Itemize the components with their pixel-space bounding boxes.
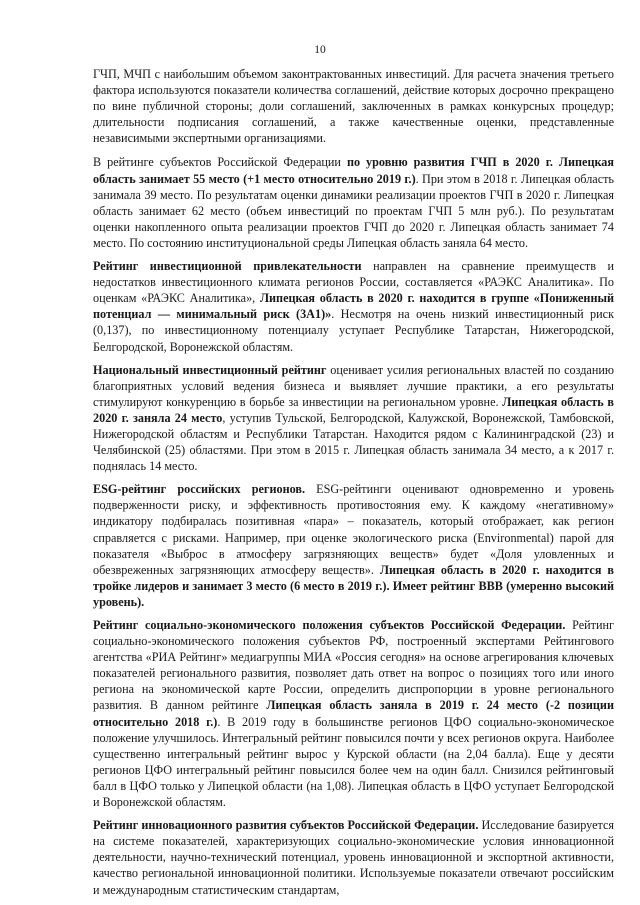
body-text: ESG-рейтинги оценивают одновременно и уровень подверженности риску, и эффективность противостояния ему. К каждому «негативному» индикатору подбиралась позитивная «пара» – показатель, который отображает, как регион справляется с рисками. Например, при оценке экологического риска (Environmental) парой для показателя «Выброс в атмосферу загрязняющих веществ» будет «Доля уловленных и обезвреженных загрязняющих атмосферу веществ». <box>93 482 614 577</box>
body-text: направлен на сравнение преимуществ и недостатков инвестиционного климата регионов России, составляется «РАЭКС Аналитика». По оценкам «РАЭКС Аналитика», <box>93 259 614 306</box>
body-text: Рейтинг социально-экономического положения субъектов РФ, построенный экспертами Рейтингового агентства «РИА Рейтинг» медиагруппы МИА «Россия сегодня» на основе агрегирования ключевых показателей регионального развития, позволяет дать ответ на вопрос о позициях того или иного региона на экономической карте России, определить диспропорции в уровне регионального развития. В данном рейтинге <box>93 618 615 713</box>
body-text: , уступив Тульской, Белгородской, Калужской, Воронежской, Тамбовской, Нижегородской областям и Республики Татарстан. Находится рядом с Калининградской (23) и Челябинской (25) областями. При этом в 2015 г. Липецкая область занимала 34 место, а к 2017 г. поднялась 14 место. <box>93 410 614 474</box>
body-text: оценивает усилия региональных властей по созданию благоприятных условий ведения бизнеса и выявляет лучшие практики, а его результаты стимулируют конкуренцию в борьбе за инвестиции на региональном уровне. <box>93 362 614 409</box>
page-number: 10 <box>314 44 326 56</box>
body-text: Исследование базируется на системе показателей, характеризующих социально-экономические условия инновационной деятельности, научно-технический потенциал, уровень инновационной и экспортной активности, качество региональной инновационной политики. Используемые показатели отвечают российским и международным статистическим стандартам, <box>93 818 614 897</box>
bold-text: Липецкая область в 2020 г. находится в тройке лидеров и занимает 3 место (6 место в 2019 г.). Имеет рейтинг ВВВ (умеренно высокий уровень). <box>93 562 614 609</box>
bold-text: по уровню развития ГЧП в 2020 г. Липецкая область занимает 55 место (+1 место относительно 2019 г.) <box>93 155 614 186</box>
paragraph <box>93 817 614 897</box>
body-text: ГЧП, МЧП с наибольшим объемом законтрактованных инвестиций. Для расчета значения третьего фактора используются показатели количества соглашений, действие которых досрочно прекращено по вине публичной стороны; доли соглашений, заключенных в рамках конкурсных процедур; длительности подписания соглашений, а также качественные оценки, представленные независимыми экспертными организациями. <box>93 67 614 146</box>
paragraph <box>93 258 614 355</box>
paragraph <box>93 617 614 810</box>
document-body <box>93 66 614 905</box>
bold-text: Рейтинг инвестиционной привлекательности <box>93 259 362 274</box>
body-text: . Несмотря на очень низкий инвестиционный риск (0,137), по инвестиционному потенциалу уступает Республике Татарстан, Нижегородской, Белгородской, Воронежской областям. <box>93 307 614 354</box>
paragraph <box>93 66 614 146</box>
bold-text: Рейтинг социально-экономического положения субъектов Российской Федерации. <box>93 618 566 632</box>
body-text: В рейтинге субъектов Российской Федерации <box>93 155 347 170</box>
bold-text: Национальный инвестиционный рейтинг <box>93 362 327 377</box>
bold-text: Липецкая область в 2020 г. находится в группе «Пониженный потенциал — минимальный риск (3А1)» <box>93 291 615 322</box>
body-text: . В 2019 году в большинстве регионов ЦФО социально-экономическое положение улучшилось. Интегральный рейтинг повысился почти у всех регионов округа. Наиболее существенно интегральный рейтинг вырос у Курской области (на 2,04 балла). Еще у десяти регионов ЦФО интегральный рейтинг повысился более чем на один балл. Снизился рейтинговый балл в ЦФО только у Липецкой области (на 1,08). Липецкая область в ЦФО уступает Белгородской и Воронежской областям. <box>93 714 614 810</box>
bold-text: ESG-рейтинг российских регионов. <box>93 482 306 497</box>
body-text: . При этом в 2018 г. Липецкая область занимала 39 место. По результатам оценки динамики реализации проектов ГЧП в 2020 г. Липецкая область занимает 62 место (объем инвестиций по проектам ГЧП 5 млн руб.). По результатам оценки накопленного опыта реализации проектов ГЧП до 2020 г. Липецкая область занимает 74 место. По состоянию институциональной среды Липецкая область заняла 64 место. <box>93 171 614 250</box>
bold-text: Липецкая область заняла в 2019 г. 24 место (-2 позиции относительно 2018 г.) <box>93 698 614 729</box>
bold-text: Рейтинг инновационного развития субъектов Российской Федерации. <box>93 818 479 833</box>
paragraph <box>93 362 614 475</box>
paragraph <box>93 154 614 251</box>
bold-text: Липецкая область в 2020 г. заняла 24 место <box>93 394 614 425</box>
paragraph <box>93 481 614 610</box>
